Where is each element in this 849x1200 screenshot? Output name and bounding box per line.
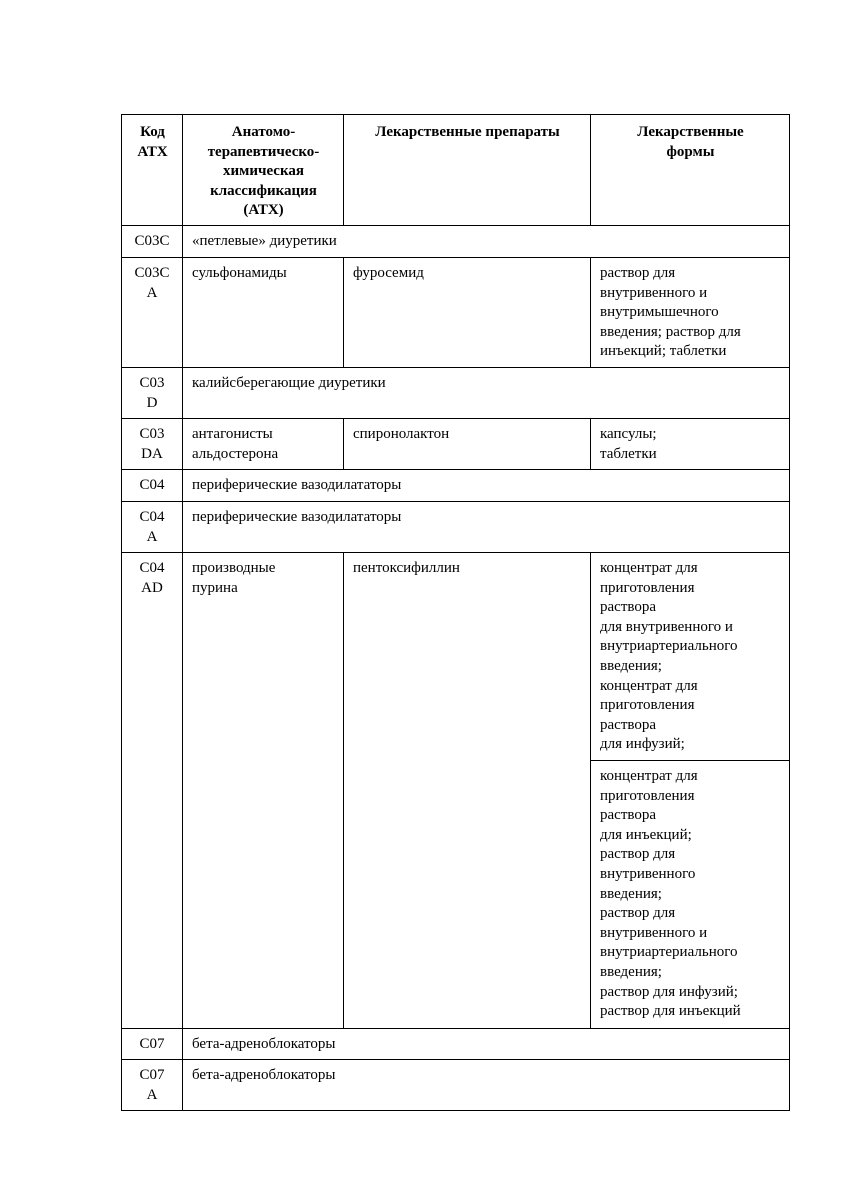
atx-code: C04 (122, 470, 183, 502)
table-row (122, 1029, 790, 1060)
table-row (122, 1060, 790, 1111)
header-classification: Анатомо- терапевтическо- химическая классификация (АТХ) (183, 115, 344, 226)
classification-cell: периферические вазодилататоры (183, 502, 790, 553)
classification-cell: бета-адреноблокаторы (183, 1060, 790, 1111)
classification-cell: сульфонамиды (183, 258, 344, 368)
table-row (122, 258, 790, 368)
forms-cell: капсулы; таблетки (591, 419, 790, 470)
atx-classification-table (121, 114, 790, 1111)
classification-cell: производные пурина (183, 553, 344, 1029)
drug-cell: фуросемид (344, 258, 591, 368)
atx-code: C07 (122, 1029, 183, 1060)
table-row (122, 553, 790, 761)
table-row (122, 419, 790, 470)
classification-cell: периферические вазодилататоры (183, 470, 790, 502)
table-row (122, 502, 790, 553)
drug-cell: спиронолактон (344, 419, 591, 470)
classification-cell: бета-адреноблокаторы (183, 1029, 790, 1060)
atx-code: C04 A (122, 502, 183, 553)
classification-cell: калийсберегающие диуретики (183, 368, 790, 419)
atx-code: C07 A (122, 1060, 183, 1111)
forms-cell: раствор для внутривенного и внутримышечного введения; раствор для инъекций; таблетки (591, 258, 790, 368)
header-drugs: Лекарственные препараты (344, 115, 591, 226)
forms-cell: концентрат для приготовления раствора для внутривенного и внутриартериального введения; концентрат для приготовления раствора для инфузий; (591, 553, 790, 761)
table-row (122, 368, 790, 419)
table-row (122, 226, 790, 258)
atx-code: C03C A (122, 258, 183, 368)
atx-code: C03 DA (122, 419, 183, 470)
classification-cell: «петлевые» диуретики (183, 226, 790, 258)
table-row (122, 470, 790, 502)
header-forms: Лекарственные формы (591, 115, 790, 226)
atx-code: C03 D (122, 368, 183, 419)
table-header-row (122, 115, 790, 226)
atx-code: C03C (122, 226, 183, 258)
header-code: Код АТХ (122, 115, 183, 226)
forms-cell-continued: концентрат для приготовления раствора для инъекций; раствор для внутривенного введения; раствор для внутривенного и внутриартериального введения; раствор для инфузий; раствор для инъекций (591, 761, 790, 1029)
drug-cell: пентоксифиллин (344, 553, 591, 1029)
classification-cell: антагонисты альдостерона (183, 419, 344, 470)
atx-code: C04 AD (122, 553, 183, 1029)
